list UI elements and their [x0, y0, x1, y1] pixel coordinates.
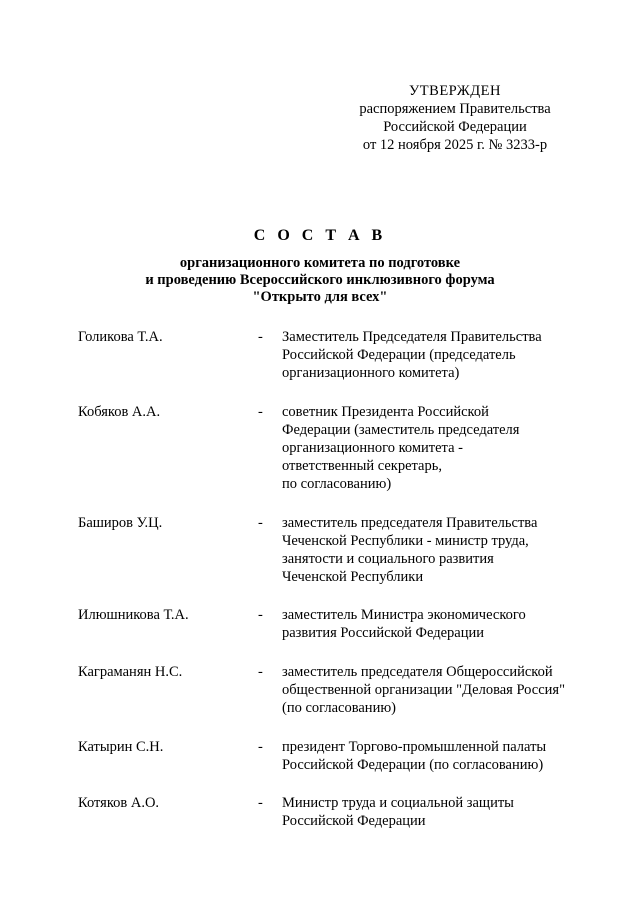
member-role: заместитель председателя Общероссийской общественной организации "Деловая Россия" (по согласованию) — [282, 664, 566, 716]
member-role: заместитель председателя Правительства Чеченской Республики - министр труда, занятости и социального развития Чеченской Республики — [282, 515, 538, 585]
member-role: президент Торгово-промышленной палаты Российской Федерации (по согласованию) — [282, 739, 547, 773]
member-dash: - — [258, 664, 263, 680]
title-line-1: организационного комитета по подготовке — [179, 255, 461, 271]
approval-line-3: от 12 ноября 2025 г. № 3233-р — [362, 137, 548, 153]
member-name: Каграманян Н.С. — [78, 664, 183, 680]
document-title — [60, 226, 580, 306]
member-row — [78, 606, 568, 642]
member-dash: - — [258, 795, 263, 811]
member-row — [78, 403, 568, 493]
member-row — [78, 663, 568, 717]
member-role: советник Президента Российской Федерации (заместитель председателя организационного комитета - ответственный секретарь, по согласованию) — [282, 404, 520, 492]
member-name: Кобяков А.А. — [78, 404, 161, 420]
member-name: Баширов У.Ц. — [78, 515, 163, 531]
member-dash: - — [258, 404, 263, 420]
member-dash: - — [258, 607, 263, 623]
member-row — [78, 738, 568, 774]
approval-line-1: распоряжением Правительства — [359, 101, 551, 117]
member-dash: - — [258, 329, 263, 345]
member-row — [78, 514, 568, 586]
member-name: Голикова Т.А. — [78, 329, 163, 345]
member-dash: - — [258, 515, 263, 531]
member-row — [78, 328, 568, 382]
member-row — [78, 794, 568, 830]
member-list — [78, 328, 568, 830]
title-line-3: "Открыто для всех" — [252, 289, 388, 305]
title-heading: С О С Т А В — [253, 227, 387, 244]
approval-stamp — [330, 82, 580, 154]
member-role: заместитель Министра экономического развития Российской Федерации — [282, 607, 526, 641]
member-name: Илюшникова Т.А. — [78, 607, 189, 623]
member-name: Котяков А.О. — [78, 795, 160, 811]
approved-label: УТВЕРЖДЕН — [409, 83, 501, 99]
member-role: Заместитель Председателя Правительства Российской Федерации (председатель организационного комитета) — [282, 329, 542, 381]
member-dash: - — [258, 739, 263, 755]
title-line-2: и проведению Всероссийского инклюзивного форума — [145, 272, 495, 288]
approval-line-2: Российской Федерации — [383, 119, 527, 135]
member-name: Катырин С.Н. — [78, 739, 164, 755]
member-role: Министр труда и социальной защиты Российской Федерации — [282, 795, 514, 829]
